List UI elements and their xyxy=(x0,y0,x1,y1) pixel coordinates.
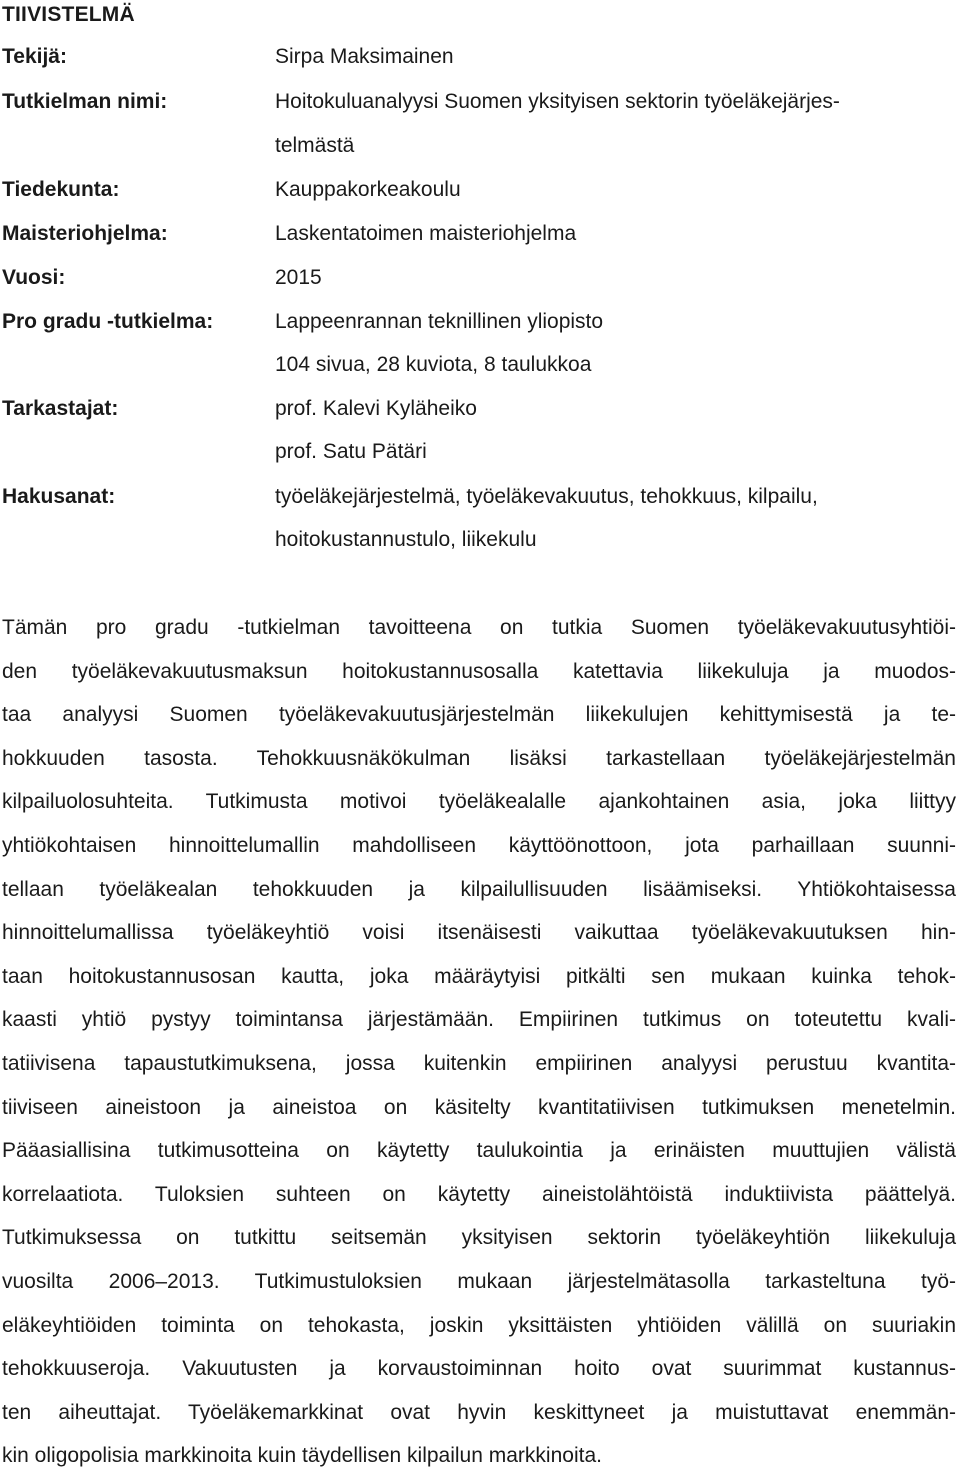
examiner-1: prof. Kalevi Kyläheiko xyxy=(275,397,477,420)
abstract-line: kin oligopolisia markkinoita kuin täydellisen kilpailun markkinoita. xyxy=(2,1444,602,1468)
programme-label: Maisteriohjelma: xyxy=(2,222,168,245)
thesis-type-label: Pro gradu -tutkielma: xyxy=(2,310,214,333)
abstract-line: ten aiheuttajat. Työeläkemarkkinat ovat hyvin keskittyneet ja muistuttavat enemmän- xyxy=(2,1400,956,1424)
keywords-label: Hakusanat: xyxy=(2,485,116,508)
author-label: Tekijä: xyxy=(2,45,67,68)
abstract-line: hokkuuden tasosta. Tehokkuusnäkökulman lisäksi tarkastellaan työeläkejärjestelmän xyxy=(2,746,956,770)
thesis-title-value-line2: telmästä xyxy=(275,134,355,157)
keywords-value-line2: hoitokustannustulo, liikekulu xyxy=(275,528,537,551)
examiner-2: prof. Satu Pätäri xyxy=(275,440,427,463)
faculty-label: Tiedekunta: xyxy=(2,178,120,201)
pages-value: 104 sivua, 28 kuviota, 8 taulukkoa xyxy=(275,353,592,376)
abstract-line: tehokkuuseroja. Vakuutusten ja korvaustoiminnan hoito ovat suurimmat kustannus- xyxy=(2,1357,956,1381)
abstract-line: yhtiökohtaisen hinnoittelumallin mahdolliseen käyttöönottoon, jota parhaillaan suunni- xyxy=(2,833,956,857)
abstract-line: tatiivisena tapaustutkimuksena, jossa kuitenkin empiirinen analyysi perustuu kvantita- xyxy=(2,1051,956,1075)
abstract-line: taa analyysi Suomen työeläkevakuutusjärjestelmän liikekulujen kehittymisestä ja te- xyxy=(2,703,956,727)
page-title: TIIVISTELMÄ xyxy=(2,3,135,26)
university-value: Lappeenrannan teknillinen yliopisto xyxy=(275,310,604,333)
abstract-line: Tämän pro gradu -tutkielman tavoitteena on tutkia Suomen työeläkevakuutusyhtiöi- xyxy=(2,616,956,639)
year-value: 2015 xyxy=(275,266,322,289)
abstract-line: tiiviseen aineistoon ja aineistoa on käsitelty kvantitatiivisen tutkimuksen menetelmin. xyxy=(2,1095,956,1119)
year-label: Vuosi: xyxy=(2,266,66,289)
abstract-line: kaasti yhtiö pystyy toimintansa järjestämään. Empiirinen tutkimus on toteutettu kvali- xyxy=(2,1008,956,1032)
abstract-body xyxy=(2,606,956,1478)
abstract-line: Pääasiallisina tutkimusotteina on käytetty taulukointia ja erinäisten muuttujien välistä xyxy=(2,1139,956,1163)
abstract-line: hinnoittelumallissa työeläkeyhtiö voisi itsenäisesti vaikuttaa työeläkevakuutuksen hin- xyxy=(2,921,956,945)
programme-value: Laskentatoimen maisteriohjelma xyxy=(275,222,577,245)
thesis-title-value-line1: Hoitokuluanalyysi Suomen yksityisen sektorin työeläkejärjes- xyxy=(275,90,840,113)
examiners-label: Tarkastajat: xyxy=(2,397,119,420)
author-value: Sirpa Maksimainen xyxy=(275,45,454,68)
keywords-value-line1: työeläkejärjestelmä, työeläkevakuutus, tehokkuus, kilpailu, xyxy=(275,485,818,508)
faculty-value: Kauppakorkeakoulu xyxy=(275,178,461,201)
abstract-line: den työeläkevakuutusmaksun hoitokustannusosalla katettavia liikekuluja ja muodos- xyxy=(2,659,956,683)
abstract-line: korrelaatiota. Tuloksien suhteen on käytetty aineistolähtöistä induktiivista päättelyä. xyxy=(2,1182,956,1206)
abstract-line: Tutkimuksessa on tutkittu seitsemän yksityisen sektorin työeläkeyhtiön liikekuluja xyxy=(2,1226,956,1250)
abstract-line: eläkeyhtiöiden toiminta on tehokasta, joskin yksittäisten yhtiöiden välillä on suuriakin xyxy=(2,1313,956,1337)
abstract-line: vuosilta 2006–2013. Tutkimustuloksien mukaan järjestelmätasolla tarkasteltuna työ- xyxy=(2,1269,956,1293)
abstract-line: tellaan työeläkealan tehokkuuden ja kilpailullisuuden lisäämiseksi. Yhtiökohtaisessa xyxy=(2,877,956,901)
thesis-title-label: Tutkielman nimi: xyxy=(2,90,168,113)
abstract-line: kilpailuolosuhteita. Tutkimusta motivoi työeläkealalle ajankohtainen asia, joka liittyy xyxy=(2,790,956,814)
abstract-line: taan hoitokustannusosan kautta, joka määräytyisi pitkälti sen mukaan kuinka tehok- xyxy=(2,964,956,988)
